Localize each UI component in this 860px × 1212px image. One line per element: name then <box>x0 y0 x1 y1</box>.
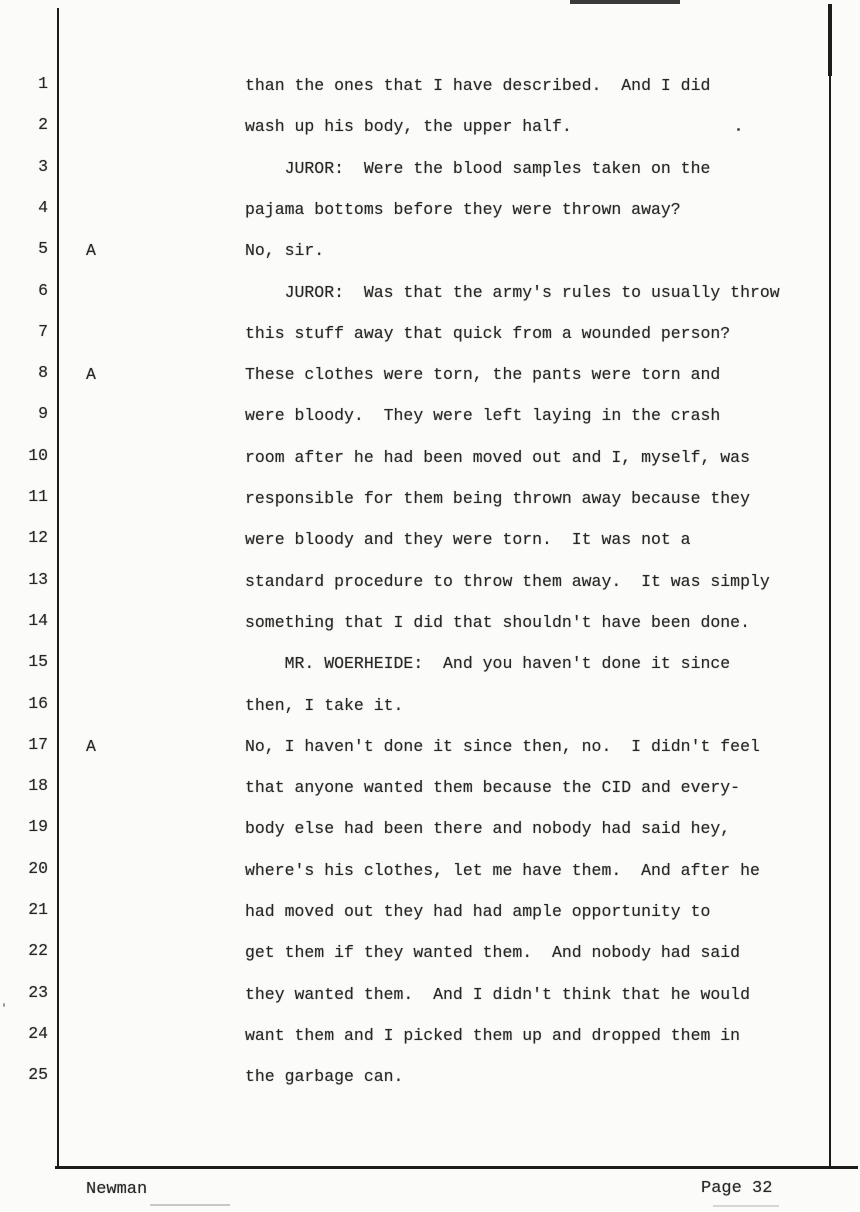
transcript-line <box>0 570 860 611</box>
transcript-line <box>0 528 860 569</box>
transcript-line <box>0 900 860 941</box>
transcript-text: were bloody. They were left laying in the crash <box>245 406 721 426</box>
footer-witness-name: Newman <box>86 1180 148 1199</box>
footer-page-number: Page 32 <box>701 1179 773 1198</box>
line-number: 23 <box>28 982 48 1002</box>
line-number: 14 <box>28 610 48 630</box>
speaker-marker: A <box>86 241 96 261</box>
line-number: 3 <box>38 156 48 176</box>
bottom-border-rule <box>55 1166 858 1169</box>
transcript-line <box>0 817 860 858</box>
transcript-text: standard procedure to throw them away. It was simply <box>245 571 770 591</box>
transcript-text: responsible for them being thrown away because they <box>245 489 750 508</box>
right-rule-dark-segment <box>828 4 832 76</box>
line-number: 12 <box>28 528 48 548</box>
transcript-line <box>0 694 860 735</box>
transcript-text: wash up his body, the upper half. <box>245 117 572 137</box>
line-number: 16 <box>28 693 48 713</box>
transcript-text: These clothes were torn, the pants were torn and <box>245 365 721 385</box>
transcript-text: were bloody and they were torn. It was not a <box>245 530 691 550</box>
transcript-line <box>0 941 860 982</box>
transcript-line <box>0 281 860 322</box>
transcript-line <box>0 74 860 115</box>
line-number: 1 <box>38 74 48 93</box>
transcript-text: JUROR: Was that the army's rules to usually throw <box>245 282 780 302</box>
line-number: 9 <box>38 404 48 424</box>
transcript-text: pajama bottoms before they were thrown away? <box>245 199 681 219</box>
transcript-line <box>0 983 860 1024</box>
line-number: 24 <box>28 1023 48 1043</box>
transcript-text: MR. WOERHEIDE: And you haven't done it since <box>245 654 731 674</box>
line-number: 10 <box>28 445 48 465</box>
speaker-marker: A <box>86 365 96 385</box>
transcript-line <box>0 735 860 776</box>
line-number: 25 <box>28 1065 48 1085</box>
transcript-text: No, I haven't done it since then, no. I didn't feel <box>245 736 760 756</box>
scan-smudge <box>713 1205 779 1207</box>
transcript-text: JUROR: Were the blood samples taken on the <box>245 158 711 178</box>
transcript-line <box>0 446 860 487</box>
line-number: 13 <box>28 569 48 589</box>
transcript-text: than the ones that I have described. And I did <box>245 76 711 95</box>
line-number: 5 <box>38 239 48 259</box>
transcript-text: where's his clothes, let me have them. And after he <box>245 860 760 880</box>
transcript-line <box>0 776 860 817</box>
top-scan-artifact-bar <box>570 0 680 4</box>
line-number: 19 <box>28 817 48 837</box>
transcript-text: want them and I picked them up and dropped them in <box>245 1025 741 1045</box>
line-number: 4 <box>38 197 48 217</box>
line-number: 22 <box>28 941 48 961</box>
line-number: 11 <box>28 487 48 506</box>
transcript-text: that anyone wanted them because the CID and every- <box>245 778 741 798</box>
line-number: 20 <box>28 858 48 878</box>
transcript-line <box>0 363 860 404</box>
line-number: 7 <box>38 321 48 341</box>
scan-smudge <box>150 1204 230 1206</box>
transcript-text: this stuff away that quick from a wounded person? <box>245 323 731 343</box>
line-number: 15 <box>28 652 48 672</box>
line-number: 2 <box>38 115 48 135</box>
transcript-text: body else had been there and nobody had said hey, <box>245 819 731 839</box>
transcript-line <box>0 1024 860 1065</box>
transcript-line <box>0 1065 860 1106</box>
transcript-line <box>0 322 860 363</box>
line-number: 18 <box>28 776 48 796</box>
transcript-line <box>0 652 860 693</box>
transcript-line <box>0 487 860 528</box>
transcript-line <box>0 198 860 239</box>
line-number: 8 <box>38 363 48 383</box>
transcript-text: had moved out they had had ample opportunity to <box>245 902 711 921</box>
transcript-line <box>0 239 860 280</box>
line-number: 17 <box>28 734 48 754</box>
transcript-text: room after he had been moved out and I, myself, was <box>245 447 750 467</box>
transcript-line <box>0 611 860 652</box>
transcript-text: they wanted them. And I didn't think that he would <box>245 984 750 1004</box>
transcript-text: something that I did that shouldn't have been done. <box>245 612 750 632</box>
line-number: 6 <box>38 280 48 300</box>
transcript-line <box>0 115 860 156</box>
transcript-text: then, I take it. <box>245 695 404 715</box>
transcript-line <box>0 859 860 900</box>
transcript-line <box>0 157 860 198</box>
transcript-text: the garbage can. <box>245 1067 404 1087</box>
transcript-line <box>0 404 860 445</box>
transcript-text: No, sir. <box>245 241 325 261</box>
line-number: 21 <box>28 900 48 919</box>
speaker-marker: A <box>86 736 96 756</box>
transcript-text: get them if they wanted them. And nobody had said <box>245 943 741 963</box>
